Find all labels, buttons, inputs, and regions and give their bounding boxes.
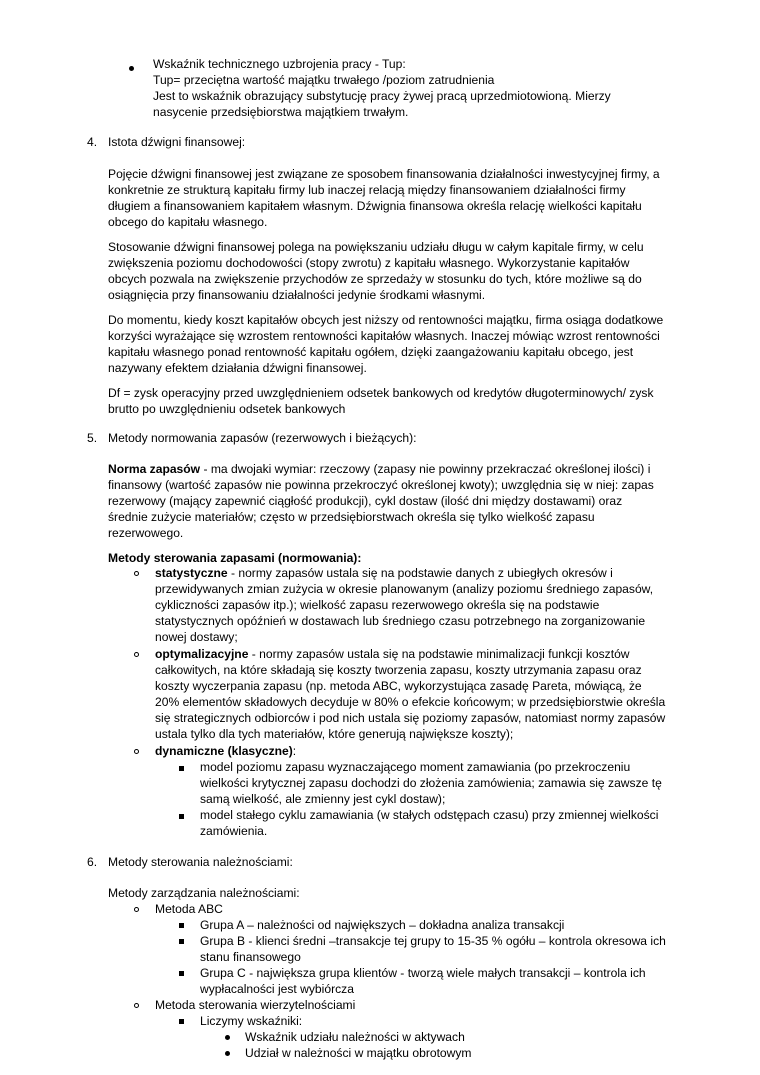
- norma-first-text: - ma dwojaki wymiar: rzeczowy (zapasy nie powinny przekraczać określonej ilości) i: [200, 462, 651, 476]
- square-bullet-icon: [179, 923, 184, 928]
- s4-p3-line-2: korzyści wyrażające się wzrostem rentowności kapitałów własnych. Inaczej mówiąc wzrost rentowności: [108, 329, 660, 343]
- circle-bullet-icon: [134, 749, 139, 754]
- dyn-colon: :: [292, 744, 297, 758]
- square-bullet-icon: [179, 939, 184, 944]
- credit-method: Metoda sterowania wierzytelnościami: [155, 998, 356, 1012]
- stat-term: statystyczne: [155, 566, 228, 580]
- norma-line-2: finansowy (wartość zapasów nie powinna przekroczyć określonej kwoty); uwzględnia się w niej: zapas: [108, 478, 654, 492]
- opt-line-6: ustala tylko dla tych materiałów, które generują największe koszty);: [155, 727, 514, 741]
- dyn-sub1-line-1: model poziomu zapasu wyznaczającego moment zamawiania (po przekroczeniu: [200, 760, 631, 774]
- bullet-dot-icon: [129, 66, 134, 71]
- s4-p2-line-4: osiągnięcia przy finansowaniu działalności jedynie środkami własnymi.: [108, 288, 486, 302]
- opt-line-2: całkowitych, na które składają się koszty tworzenia zapasu, koszty utrzymania zapasu oraz: [155, 663, 642, 677]
- dyn-sub2-line-1: model stałego cyklu zamawiania (w stałych odstępach czasu) przy zmiennej wielkości: [200, 808, 659, 822]
- section-5-number: 5.: [87, 431, 98, 445]
- group-a-line-1: Grupa A – należności od największych – dokładna analiza transakcji: [200, 918, 565, 932]
- stat-line-3: cykliczności zapasów itp.); wielkość zapasu rezerwowego określa się na podstawie: [155, 598, 600, 612]
- section-6-number: 6.: [87, 855, 98, 869]
- section-4-heading: Istota dźwigni finansowej:: [108, 135, 246, 149]
- square-bullet-icon: [179, 1019, 184, 1024]
- stat-line-1: [155, 566, 613, 582]
- section-4-number: 4.: [87, 135, 98, 149]
- group-b-line-2: stanu finansowego: [200, 950, 301, 964]
- opt-line-1: [155, 647, 630, 663]
- norma-term: Norma zapasów: [108, 462, 201, 476]
- stat-first-text: - normy zapasów ustala się na podstawie danych z ubiegłych okresów i: [227, 566, 613, 580]
- bullet-dot-icon: [225, 1035, 230, 1040]
- norma-line-1: [108, 462, 650, 478]
- abc-method: Metoda ABC: [155, 902, 223, 916]
- stat-line-5: nowej dostawy;: [155, 630, 238, 644]
- s4-p3-line-3: kapitału własnego ponad rentowność kapitału ogółem, dzięki zaangażowaniu kapitału obcego, jest: [108, 345, 634, 359]
- tup-line-4: nasycenie przedsiębiorstwa majątkiem trwałym.: [153, 105, 409, 119]
- s4-p3-line-4: nazywany efektem działania dźwigni finansowej.: [108, 361, 367, 375]
- opt-first-text: - normy zapasów ustala się na podstawie minimalizacji funkcji kosztów: [248, 647, 630, 661]
- tup-line-3: Jest to wskaźnik obrazujący substytucję pracy żywej pracą uprzedmiotowioną. Mierzy: [153, 89, 611, 103]
- stat-line-2: przewidywanych zmian zużycia w okresie planowanym (analizy poziomu średniego zapasów,: [155, 582, 654, 596]
- opt-line-4: 20% elementów składowych decyduje w 80% o efekcie końcowym; w przedsiębiorstwie określa: [155, 695, 666, 709]
- indicator-2: Udział w należności w majątku obrotowym: [245, 1046, 472, 1060]
- s4-p1-line-1: Pojęcie dźwigni finansowej jest związane ze sposobem finansowania działalności inwestycyjnej firmy, a: [108, 167, 660, 181]
- bullet-dot-icon: [225, 1051, 230, 1056]
- dyn-sub1-line-2: wielkości krytycznej zapasu dochodzi do złożenia zamówienia; zamawia się zawsze tę: [200, 776, 662, 790]
- circle-bullet-icon: [134, 652, 139, 657]
- methods-heading: Metody sterowania zapasami (normowania):: [108, 551, 362, 565]
- opt-term: optymalizacyjne: [155, 647, 249, 661]
- circle-bullet-icon: [134, 907, 139, 912]
- section-6-heading: Metody sterowania należnościami:: [108, 855, 293, 869]
- tup-line-2: Tup= przeciętna wartość majątku trwałego /poziom zatrudnienia: [153, 73, 495, 87]
- s4-p1-line-2: konkretnie ze strukturą kapitału firmy lub inaczej relacją między finansowaniem działalności firmy: [108, 183, 626, 197]
- norma-line-4: średnie zużycie materiałów; często w przedsiębiorstwach określa się tylko wielkość zapasu: [108, 510, 595, 524]
- square-bullet-icon: [179, 971, 184, 976]
- s4-p1-line-4: obcego do kapitału własnego.: [108, 215, 268, 229]
- stat-line-4: statystycznych opóźnień w dostawach lub średniego czasu potrzebnego na zorganizowanie: [155, 614, 646, 628]
- norma-line-3: rezerwowy (mający zapewnić ciągłość produkcji), cykl dostaw (ilość dni między dostawami) oraz: [108, 494, 623, 508]
- opt-line-5: się strategicznych odbiorców i pod nich ustala się poziomy zapasów, natomiast normy zapasów: [155, 711, 666, 725]
- tup-line-1: Wskaźnik technicznego uzbrojenia pracy - Tup:: [153, 57, 406, 71]
- s4-formula-line-2: brutto po uwzględnieniu odsetek bankowych: [108, 402, 346, 416]
- group-c-line-2: wypłacalności jest wybiórcza: [200, 982, 354, 996]
- group-c-line-1: Grupa C - największa grupa klientów - tworzą wiele małych transakcji – kontrola ich: [200, 966, 646, 980]
- section-5-heading: Metody normowania zapasów (rezerwowych i bieżących):: [108, 431, 417, 445]
- s4-formula-line-1: Df = zysk operacyjny przed uwzględnieniem odsetek bankowych od kredytów długoterminowych/ zysk: [108, 386, 654, 400]
- group-b-line-1: Grupa B - klienci średni –transakcje tej grupy to 15-35 % ogółu – kontrola okresowa ich: [200, 934, 666, 948]
- norma-line-5: rezerwowego.: [108, 526, 184, 540]
- opt-line-3: koszty wyczerpania zapasu (np. metoda ABC, wykorzystująca zasadę Pareta, mówiącą, że: [155, 679, 642, 693]
- square-bullet-icon: [179, 814, 184, 819]
- dyn-sub1-line-3: samą wielkość, ale zmienny jest cykl dostaw);: [200, 792, 446, 806]
- s4-p3-line-1: Do momentu, kiedy koszt kapitałów obcych jest niższy od rentowności majątku, firma osiąga dodatkowe: [108, 313, 664, 327]
- s4-p1-line-3: długiem a finansowaniem kapitałem własnym. Dźwignia finansowa określa relację wielkości kapitału: [108, 199, 642, 213]
- circle-bullet-icon: [134, 571, 139, 576]
- dyn-line: [155, 744, 296, 760]
- s4-p2-line-1: Stosowanie dźwigni finansowej polega na powiększaniu udziału długu w całym kapitale firmy, w celu: [108, 240, 644, 254]
- dyn-sub2-line-2: zamówienia.: [200, 824, 268, 838]
- square-bullet-icon: [179, 766, 184, 771]
- receivables-subheading: Metody zarządzania należnościami:: [108, 886, 300, 900]
- circle-bullet-icon: [134, 1003, 139, 1008]
- s4-p2-line-3: obcych pozwala na zwiększenie przychodów ze sprzedaży w stosunku do tych, które możliwe są do: [108, 272, 642, 286]
- dyn-term: dynamiczne (klasyczne): [155, 744, 293, 758]
- s4-p2-line-2: zwiększenia poziomu dochodowości (stopy zwrotu) z kapitału własnego. Wykorzystanie kapitałów: [108, 256, 630, 270]
- indicator-1: Wskaźnik udziału należności w aktywach: [245, 1030, 465, 1044]
- indicators-label: Liczymy wskaźniki:: [200, 1014, 303, 1028]
